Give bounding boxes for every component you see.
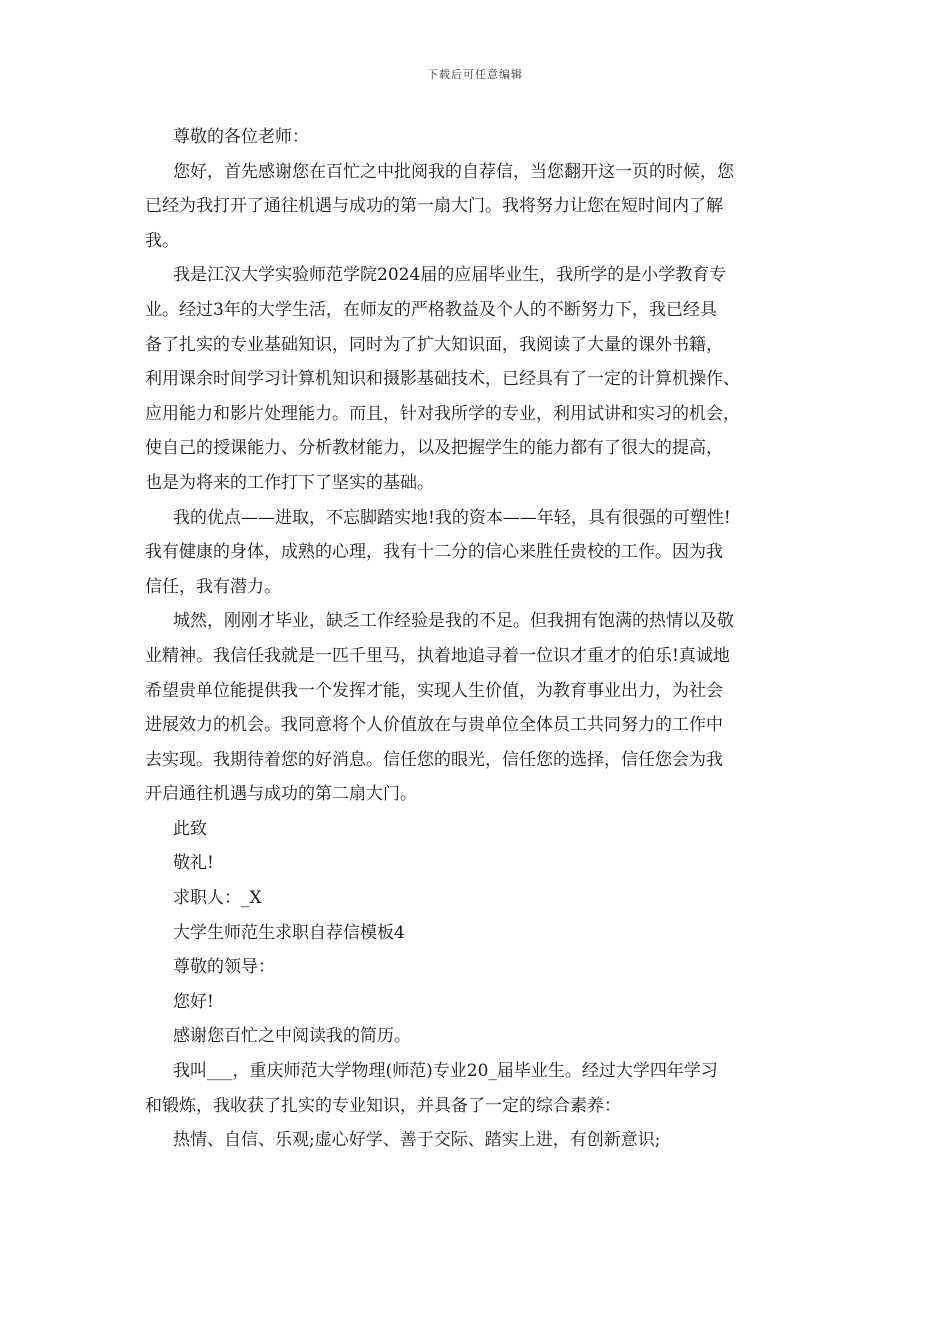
paragraph-line: 信任，我有潜力。 bbox=[145, 576, 281, 597]
salutation: 尊敬的各位老师： bbox=[173, 127, 309, 147]
paragraph-line: 已经为我打开了通往机遇与成功的第一扇大门。我将努力让您在短时间内了解 bbox=[145, 196, 723, 217]
paragraph-line: 您好，首先感谢您在百忙之中批阅我的自荐信，当您翻开这一页的时候，您 bbox=[173, 161, 734, 182]
paragraph-line: 使自己的授课能力、分析教材能力，以及把握学生的能力都有了很大的提高， bbox=[145, 438, 723, 459]
paragraph-line: 我的优点——进取，不忘脚踏实地!我的资本——年轻，具有很强的可塑性! bbox=[173, 507, 731, 528]
signature-line: 求职人：_X bbox=[173, 888, 262, 909]
paragraph-line: 我叫___，重庆师范大学物理(师范)专业20_届毕业生。经过大学四年学习 bbox=[173, 1061, 718, 1082]
paragraph-line: 备了扎实的专业基础知识，同时为了扩大知识面，我阅读了大量的课外书籍， bbox=[145, 334, 723, 355]
paragraph-line: 我是江汉大学实验师范学院2024届的应届毕业生，我所学的是小学教育专 bbox=[173, 265, 727, 286]
greeting-line: 您好! bbox=[173, 991, 214, 1012]
paragraph-line: 和锻炼，我收获了扎实的专业知识，并具备了一定的综合素养： bbox=[145, 1095, 621, 1116]
closing-line: 此致 bbox=[173, 818, 207, 839]
paragraph-line: 也是为将来的工作打下了坚实的基础。 bbox=[145, 472, 434, 493]
salutation: 尊敬的领导： bbox=[173, 957, 275, 978]
paragraph-line: 热情、自信、乐观;虚心好学、善于交际、踏实上进，有创新意识; bbox=[173, 1130, 661, 1151]
paragraph-line: 业精神。我信任我就是一匹千里马，执着地追寻着一位识才重才的伯乐!真诚地 bbox=[145, 645, 730, 666]
page-header-note: 下载后可任意编辑 bbox=[427, 68, 523, 81]
paragraph-line: 开启通往机遇与成功的第二扇大门。 bbox=[145, 784, 417, 805]
closing-line: 敬礼! bbox=[173, 853, 214, 874]
paragraph-line: 我。 bbox=[145, 230, 179, 251]
paragraph-line: 业。经过3年的大学生活，在师友的严格教益及个人的不断努力下，我已经具 bbox=[145, 299, 717, 320]
paragraph-line: 去实现。我期待着您的好消息。信任您的眼光，信任您的选择，信任您会为我 bbox=[145, 749, 723, 770]
paragraph-line: 进展效力的机会。我同意将个人价值放在与贵单位全体员工共同努力的工作中 bbox=[145, 715, 723, 736]
paragraph-line: 应用能力和影片处理能力。而且，针对我所学的专业，利用试讲和实习的机会， bbox=[145, 403, 740, 424]
paragraph-line: 希望贵单位能提供我一个发挥才能，实现人生价值，为教育事业出力，为社会 bbox=[145, 680, 723, 701]
section-title: 大学生师范生求职自荐信模板4 bbox=[173, 922, 405, 943]
paragraph-line: 我有健康的身体，成熟的心理，我有十二分的信心来胜任贵校的工作。因为我 bbox=[145, 542, 723, 563]
paragraph-line: 城然，刚刚才毕业，缺乏工作经验是我的不足。但我拥有饱满的热情以及敬 bbox=[173, 611, 734, 632]
letter-body bbox=[145, 120, 817, 1158]
paragraph-line: 感谢您百忙之中阅读我的简历。 bbox=[173, 1026, 411, 1047]
paragraph-line: 利用课余时间学习计算机知识和摄影基础技术，已经具有了一定的计算机操作、 bbox=[145, 369, 740, 390]
